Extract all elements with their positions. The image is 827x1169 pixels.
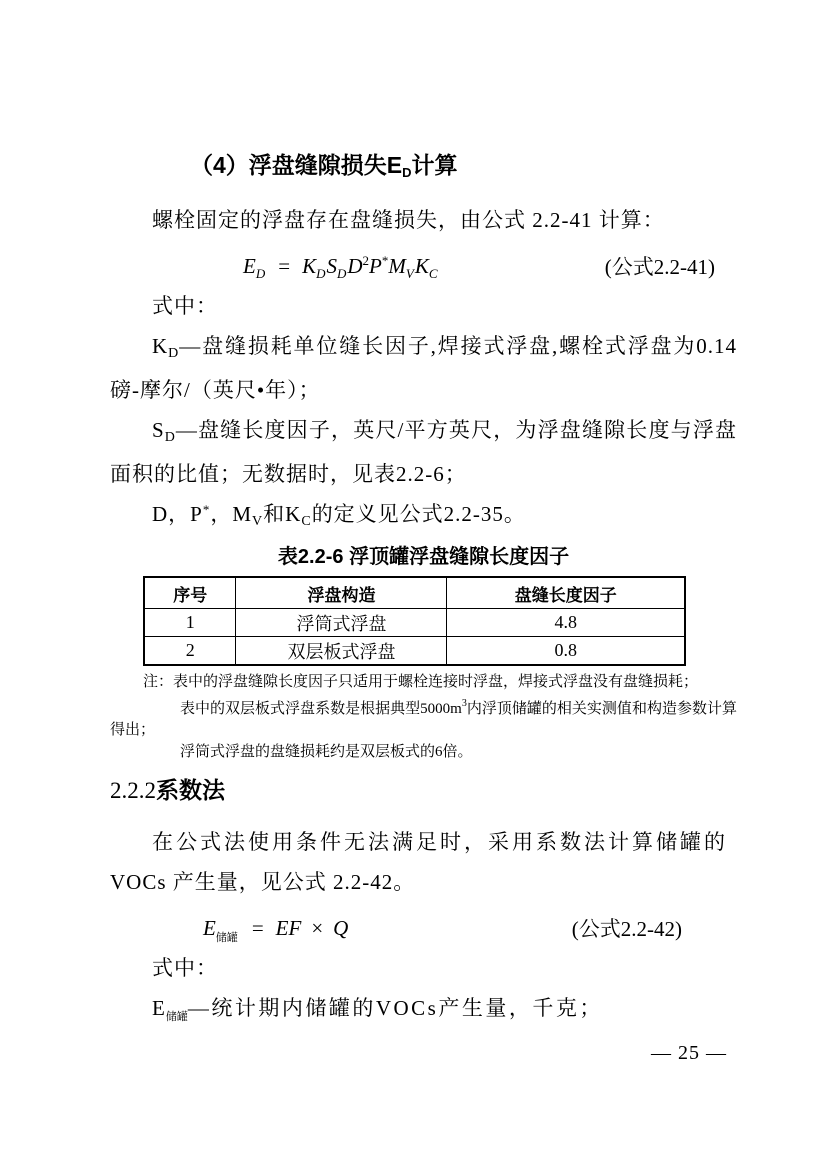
- sub-v: V: [405, 265, 414, 281]
- table-header-cell: 盘缝长度因子: [447, 577, 685, 609]
- var-s: S: [326, 253, 337, 278]
- table-caption: 表2.2-6 浮顶罐浮盘缝隙长度因子: [277, 546, 570, 568]
- def-text: D，P: [152, 502, 203, 526]
- sub-v: V: [252, 514, 264, 529]
- note-text: 表中的双层板式浮盘系数是根据典型5000m: [180, 700, 462, 717]
- def-text: 的定义见公式2.2-35。: [311, 502, 526, 526]
- def-text: —盘缝损耗单位缝长因子,焊接式浮盘,螺栓式浮盘为0.14磅-摩尔/（英尺•年）；: [110, 334, 737, 402]
- def-subscript: D: [168, 346, 180, 361]
- formula-expression: [203, 915, 349, 944]
- formula-2-2-42: [110, 908, 737, 948]
- sub-d: D: [336, 265, 347, 281]
- formula-expression: [243, 254, 439, 279]
- paragraph-line: VOCs 产生量，见公式 2.2-42。: [110, 870, 416, 894]
- note-text: 内浮顶储罐的相关实测值和构造参数计算得出；: [110, 700, 737, 738]
- sup-3: 3: [461, 697, 467, 709]
- table-cell: 1: [144, 609, 236, 637]
- sub-chuguan: 储罐: [215, 931, 238, 944]
- definition-kd: [110, 326, 737, 410]
- def-subscript: D: [164, 430, 176, 445]
- sub-c: C: [301, 514, 312, 529]
- sup-star: *: [202, 502, 211, 517]
- table-header-row: [144, 577, 685, 609]
- def-text: —统计期内储罐的VOCs产生量，千克；: [187, 996, 603, 1020]
- paragraph-shizhong: 式中：: [152, 956, 218, 980]
- heading-subscript-d: D: [402, 165, 412, 180]
- equals-sign: =: [278, 253, 291, 278]
- var-k: K: [414, 253, 429, 278]
- table-cell: 浮筒式浮盘: [236, 609, 447, 637]
- def-symbol: K: [152, 334, 169, 358]
- definition-echuguan: [110, 988, 737, 1032]
- paragraph-line: 在公式法使用条件无法满足时，采用系数法计算储罐的: [152, 830, 728, 854]
- page-content: [110, 0, 737, 1032]
- table-header-cell: 浮盘构造: [236, 577, 447, 609]
- var-e: E: [203, 915, 216, 940]
- formula-label: (公式2.2-42): [571, 917, 682, 941]
- def-text: 和K: [263, 502, 302, 526]
- heading-text: 系数法: [156, 777, 225, 803]
- def-text: ，M: [210, 502, 253, 526]
- paragraph-coefficient-method: [110, 822, 737, 902]
- times-sign: ×: [311, 915, 324, 940]
- page-number: — 25 —: [651, 1042, 727, 1064]
- note-line: 注：表中的浮盘缝隙长度因子只适用于螺栓连接时浮盘，焊接式浮盘没有盘缝损耗；: [143, 674, 699, 690]
- def-symbol: S: [152, 418, 165, 442]
- var-ef: EF: [275, 915, 302, 940]
- section-heading-4: [110, 150, 737, 184]
- table-row: [144, 637, 685, 666]
- paragraph-intro: 螺栓固定的浮盘存在盘缝损失，由公式 2.2-41 计算：: [152, 208, 665, 232]
- def-text: —盘缝长度因子，英尺/平方英尺，为浮盘缝隙长度与浮盘面积的比值；无数据时，见表2.2-6；: [110, 418, 737, 486]
- sub-c: C: [428, 265, 438, 281]
- heading-suffix: 计算: [411, 152, 458, 178]
- table-header-cell: 序号: [144, 577, 236, 609]
- var-p: P: [369, 253, 382, 278]
- table-cell: 双层板式浮盘: [236, 637, 447, 666]
- table-cell: 4.8: [447, 609, 685, 637]
- equals-sign: =: [251, 915, 264, 940]
- var-m: M: [388, 253, 406, 278]
- var-d: D: [347, 253, 363, 278]
- sub-d: D: [316, 265, 326, 281]
- definition-sd: [110, 410, 737, 494]
- sub-d: D: [255, 265, 266, 281]
- note-line: [110, 694, 737, 742]
- note-line: 浮筒式浮盘的盘缝损耗约是双层板式的6倍。: [180, 743, 473, 760]
- var-e: E: [243, 253, 256, 278]
- seam-length-factor-table: [143, 576, 686, 666]
- definition-dpmk: [110, 494, 737, 538]
- sup-star: *: [381, 252, 389, 268]
- heading-prefix: （4）浮盘缝隙损失: [190, 152, 387, 178]
- table-cell: 2: [144, 637, 236, 666]
- table-cell: 0.8: [447, 637, 685, 666]
- table-row: [144, 609, 685, 637]
- var-q: Q: [333, 915, 349, 940]
- def-subscript: 储罐: [165, 1011, 188, 1023]
- paragraph-shizhong: 式中：: [152, 294, 218, 318]
- def-symbol: E: [152, 996, 166, 1020]
- formula-2-2-41: [110, 246, 737, 286]
- formula-label: (公式2.2-41): [604, 255, 715, 279]
- table-notes: [110, 672, 737, 763]
- section-heading-222: [110, 775, 737, 806]
- var-k: K: [302, 253, 317, 278]
- heading-symbol-e: E: [386, 152, 403, 178]
- heading-number: 2.2.2: [110, 778, 156, 803]
- sup-2: 2: [362, 252, 370, 268]
